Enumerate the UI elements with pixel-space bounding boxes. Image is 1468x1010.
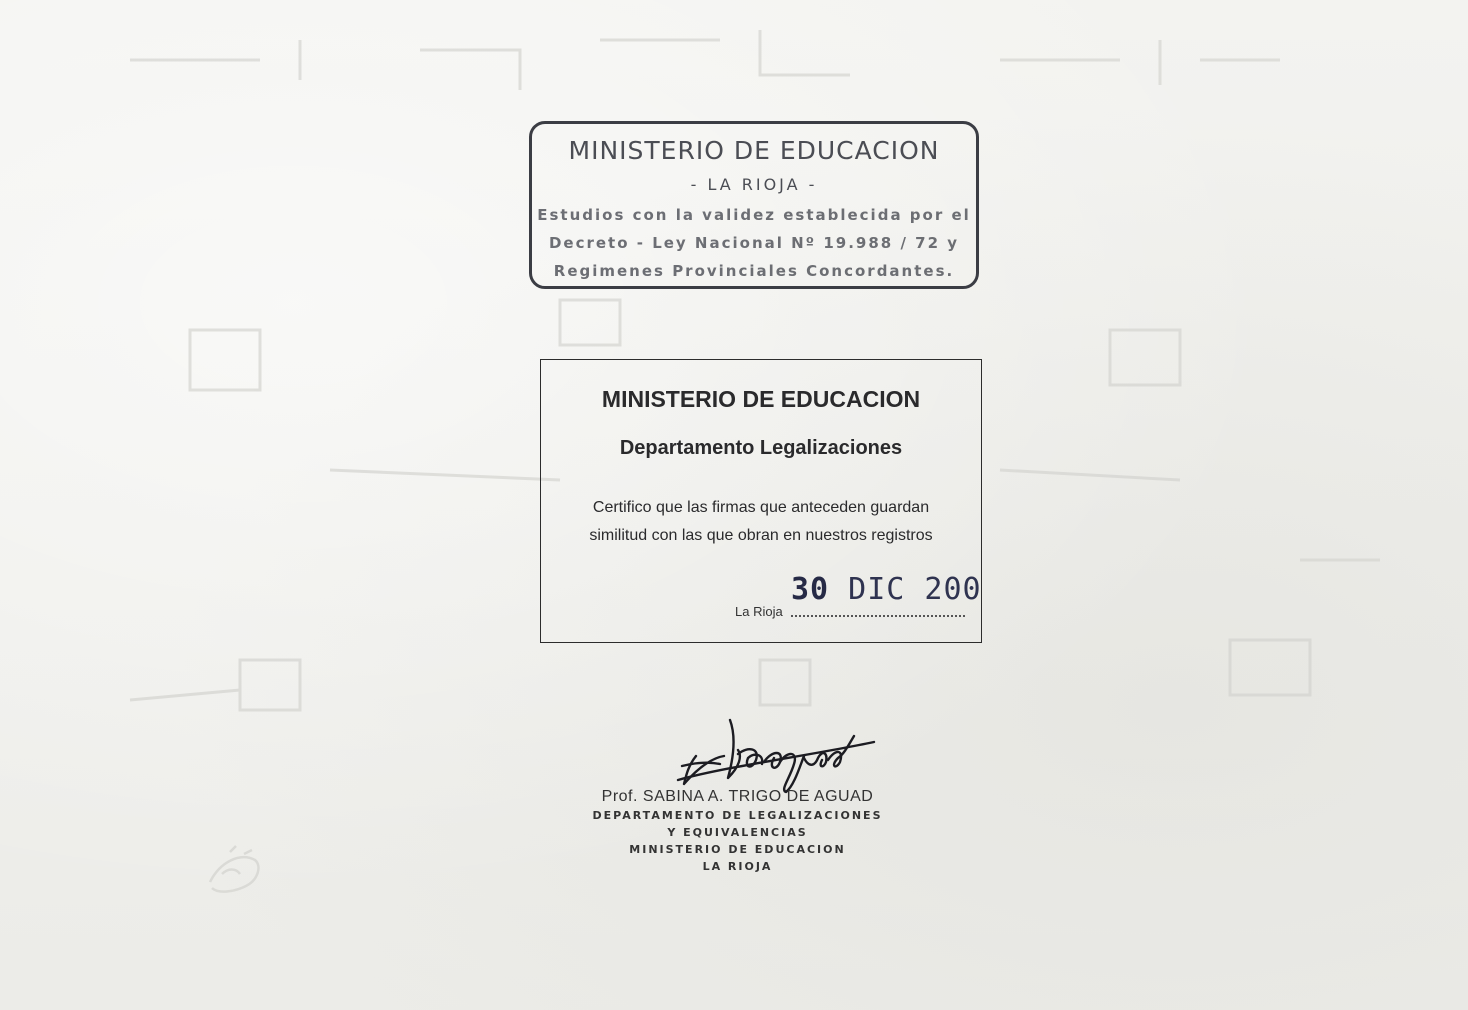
date-month-year: DIC 200 — [829, 572, 982, 607]
certificate-text-line-1: Certifico que las firmas que anteceden guardan — [592, 499, 930, 516]
stamp-subtitle: - LA RIOJA - — [690, 175, 818, 194]
dry-seal-emboss — [200, 842, 270, 904]
stamp-text-line-2: Decreto - Ley Nacional Nº 19.988 / 72 y — [548, 234, 960, 252]
handwritten-signature — [668, 706, 880, 798]
ministry-ink-stamp — [529, 121, 979, 289]
signatory-line-1: DEPARTAMENTO DE LEGALIZACIONES — [592, 809, 883, 822]
signatory-name: Prof. SABINA A. TRIGO DE AGUAD — [601, 788, 874, 805]
stamp-text-line-1: Estudios con la validez establecida por el — [537, 206, 971, 224]
date-day: 30 — [791, 572, 830, 607]
signatory-line-3: MINISTERIO DE EDUCACION — [629, 843, 846, 856]
signatory-line-4: LA RIOJA — [702, 860, 773, 873]
certificate-place: La Rioja — [735, 604, 783, 619]
signatory-line-2: Y EQUIVALENCIAS — [667, 826, 808, 839]
stamp-title: MINISTERIO DE EDUCACION — [568, 136, 940, 165]
date-stamp — [791, 572, 982, 607]
stamp-text-line-3: Regimenes Provinciales Concordantes. — [553, 262, 955, 280]
certificate-text-line-2: similitud con las que obran en nuestros registros — [589, 527, 933, 544]
legalization-certificate-box — [540, 359, 982, 643]
certificate-department: Departamento Legalizaciones — [619, 437, 903, 459]
date-dotted-line — [791, 615, 965, 617]
certificate-title: MINISTERIO DE EDUCACION — [601, 386, 921, 412]
